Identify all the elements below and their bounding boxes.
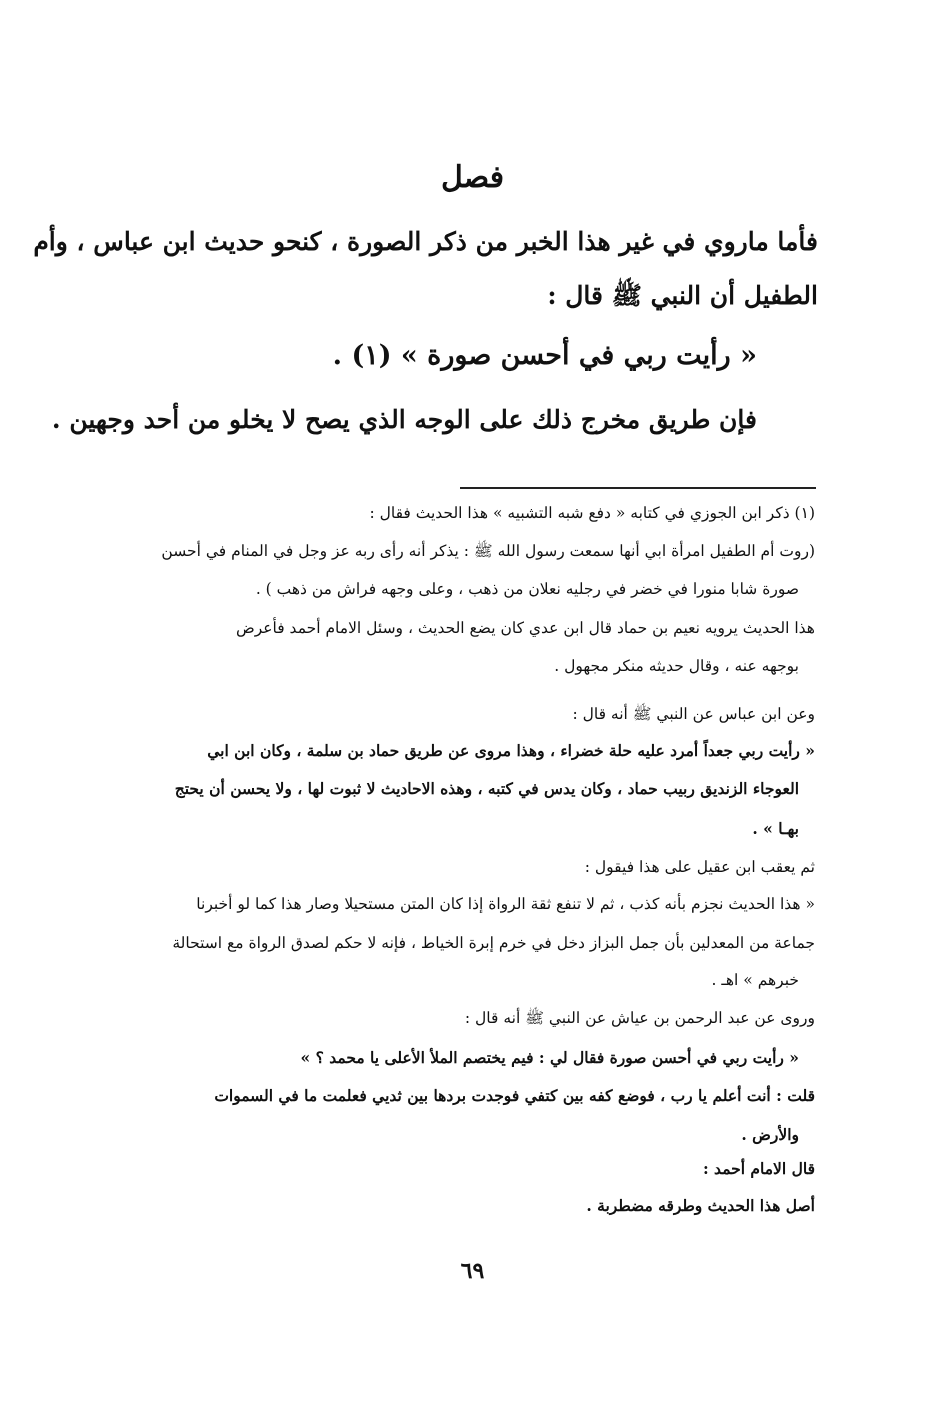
main-paragraph-line: فأما ماروي في غير هذا الخبر من ذكر الصورة ، كنحو حديث ابن عباس ، وأم	[33, 227, 818, 256]
hadith-quote: « رأيت ربي في أحسن صورة » (١) .	[332, 340, 757, 371]
footnote-line: والأرض .	[741, 1125, 799, 1144]
footnote-line: جماعة من المعدلين بأن جمل البزاز دخل في خرم إبرة الخياط ، فإنه لا حكم لصدق الرواة مع استحالة	[172, 934, 815, 952]
page-number: ٦٩	[460, 1258, 485, 1284]
footnote-line: وعن ابن عباس عن النبي ﷺ أنه قال :	[572, 705, 815, 723]
footnote-line: بهـا » .	[752, 819, 799, 838]
footnote-line: (روت أم الطفيل امرأة ابي أنها سمعت رسول الله ﷺ : يذكر أنه رأى ربه عز وجل في المنام في أحسن	[161, 542, 815, 560]
footnote-line: « رأيت ربي في أحسن صورة فقال لي : فيم يختصم الملأ الأعلى يا محمد ؟ »	[300, 1048, 799, 1067]
footnote-line: خبرهم » اهـ .	[711, 971, 799, 989]
footnote-line: (١) ذكر ابن الجوزي في كتابه « دفع شبه التشبيه » هذا الحديث فقال :	[369, 504, 815, 522]
footnote-divider	[460, 487, 816, 489]
footnote-line: بوجهه عنه ، وقال حديثه منكر مجهول .	[554, 657, 799, 675]
main-paragraph-line: الطفيل أن النبي ﷺ قال :	[547, 281, 818, 310]
section-heading: فصل	[440, 160, 505, 195]
footnote-line: قال الامام أحمد :	[702, 1159, 815, 1178]
footnote-line: هذا الحديث يرويه نعيم بن حماد قال ابن عدي كان يضع الحديث ، وسئل الامام أحمد فأعرض	[235, 619, 815, 637]
footnote-line: العوجاء الزنديق ربيب حماد ، وكان يدس في كتبه ، وهذه الاحاديث لا ثبوت لها ، ولا يحسن أن يحتج	[174, 779, 799, 798]
footnote-line: « هذا الحديث نجزم بأنه كذب ، ثم لا تنفع ثقة الرواة إذا كان المتن مستحيلا وصار هذا كما لو أخبرنا	[196, 895, 815, 913]
footnote-line: قلت : أنت أعلم يا رب ، فوضع كفه بين كتفي فوجدت بردها بين ثديي فعلمت ما في السموات	[214, 1086, 815, 1105]
main-paragraph-line: فإن طريق مخرج ذلك على الوجه الذي يصح لا يخلو من أحد وجهين .	[51, 405, 757, 434]
footnote-line: صورة شابا منورا في خضر في رجليه نعلان من ذهب ، وعلى وجهه فراش من ذهب ) .	[255, 580, 799, 598]
footnote-line: ثم يعقب ابن عقيل على هذا فيقول :	[584, 858, 815, 876]
footnote-line: وروى عن عبد الرحمن بن عياش عن النبي ﷺ أنه قال :	[464, 1009, 815, 1027]
footnote-line: أصل هذا الحديث وطرقه مضطربة .	[586, 1196, 815, 1215]
footnote-line: « رأيت ربي جعداً أمرد عليه حلة خضراء ، وهذا مروى عن طريق حماد بن سلمة ، وكان ابن ابي	[207, 741, 815, 760]
